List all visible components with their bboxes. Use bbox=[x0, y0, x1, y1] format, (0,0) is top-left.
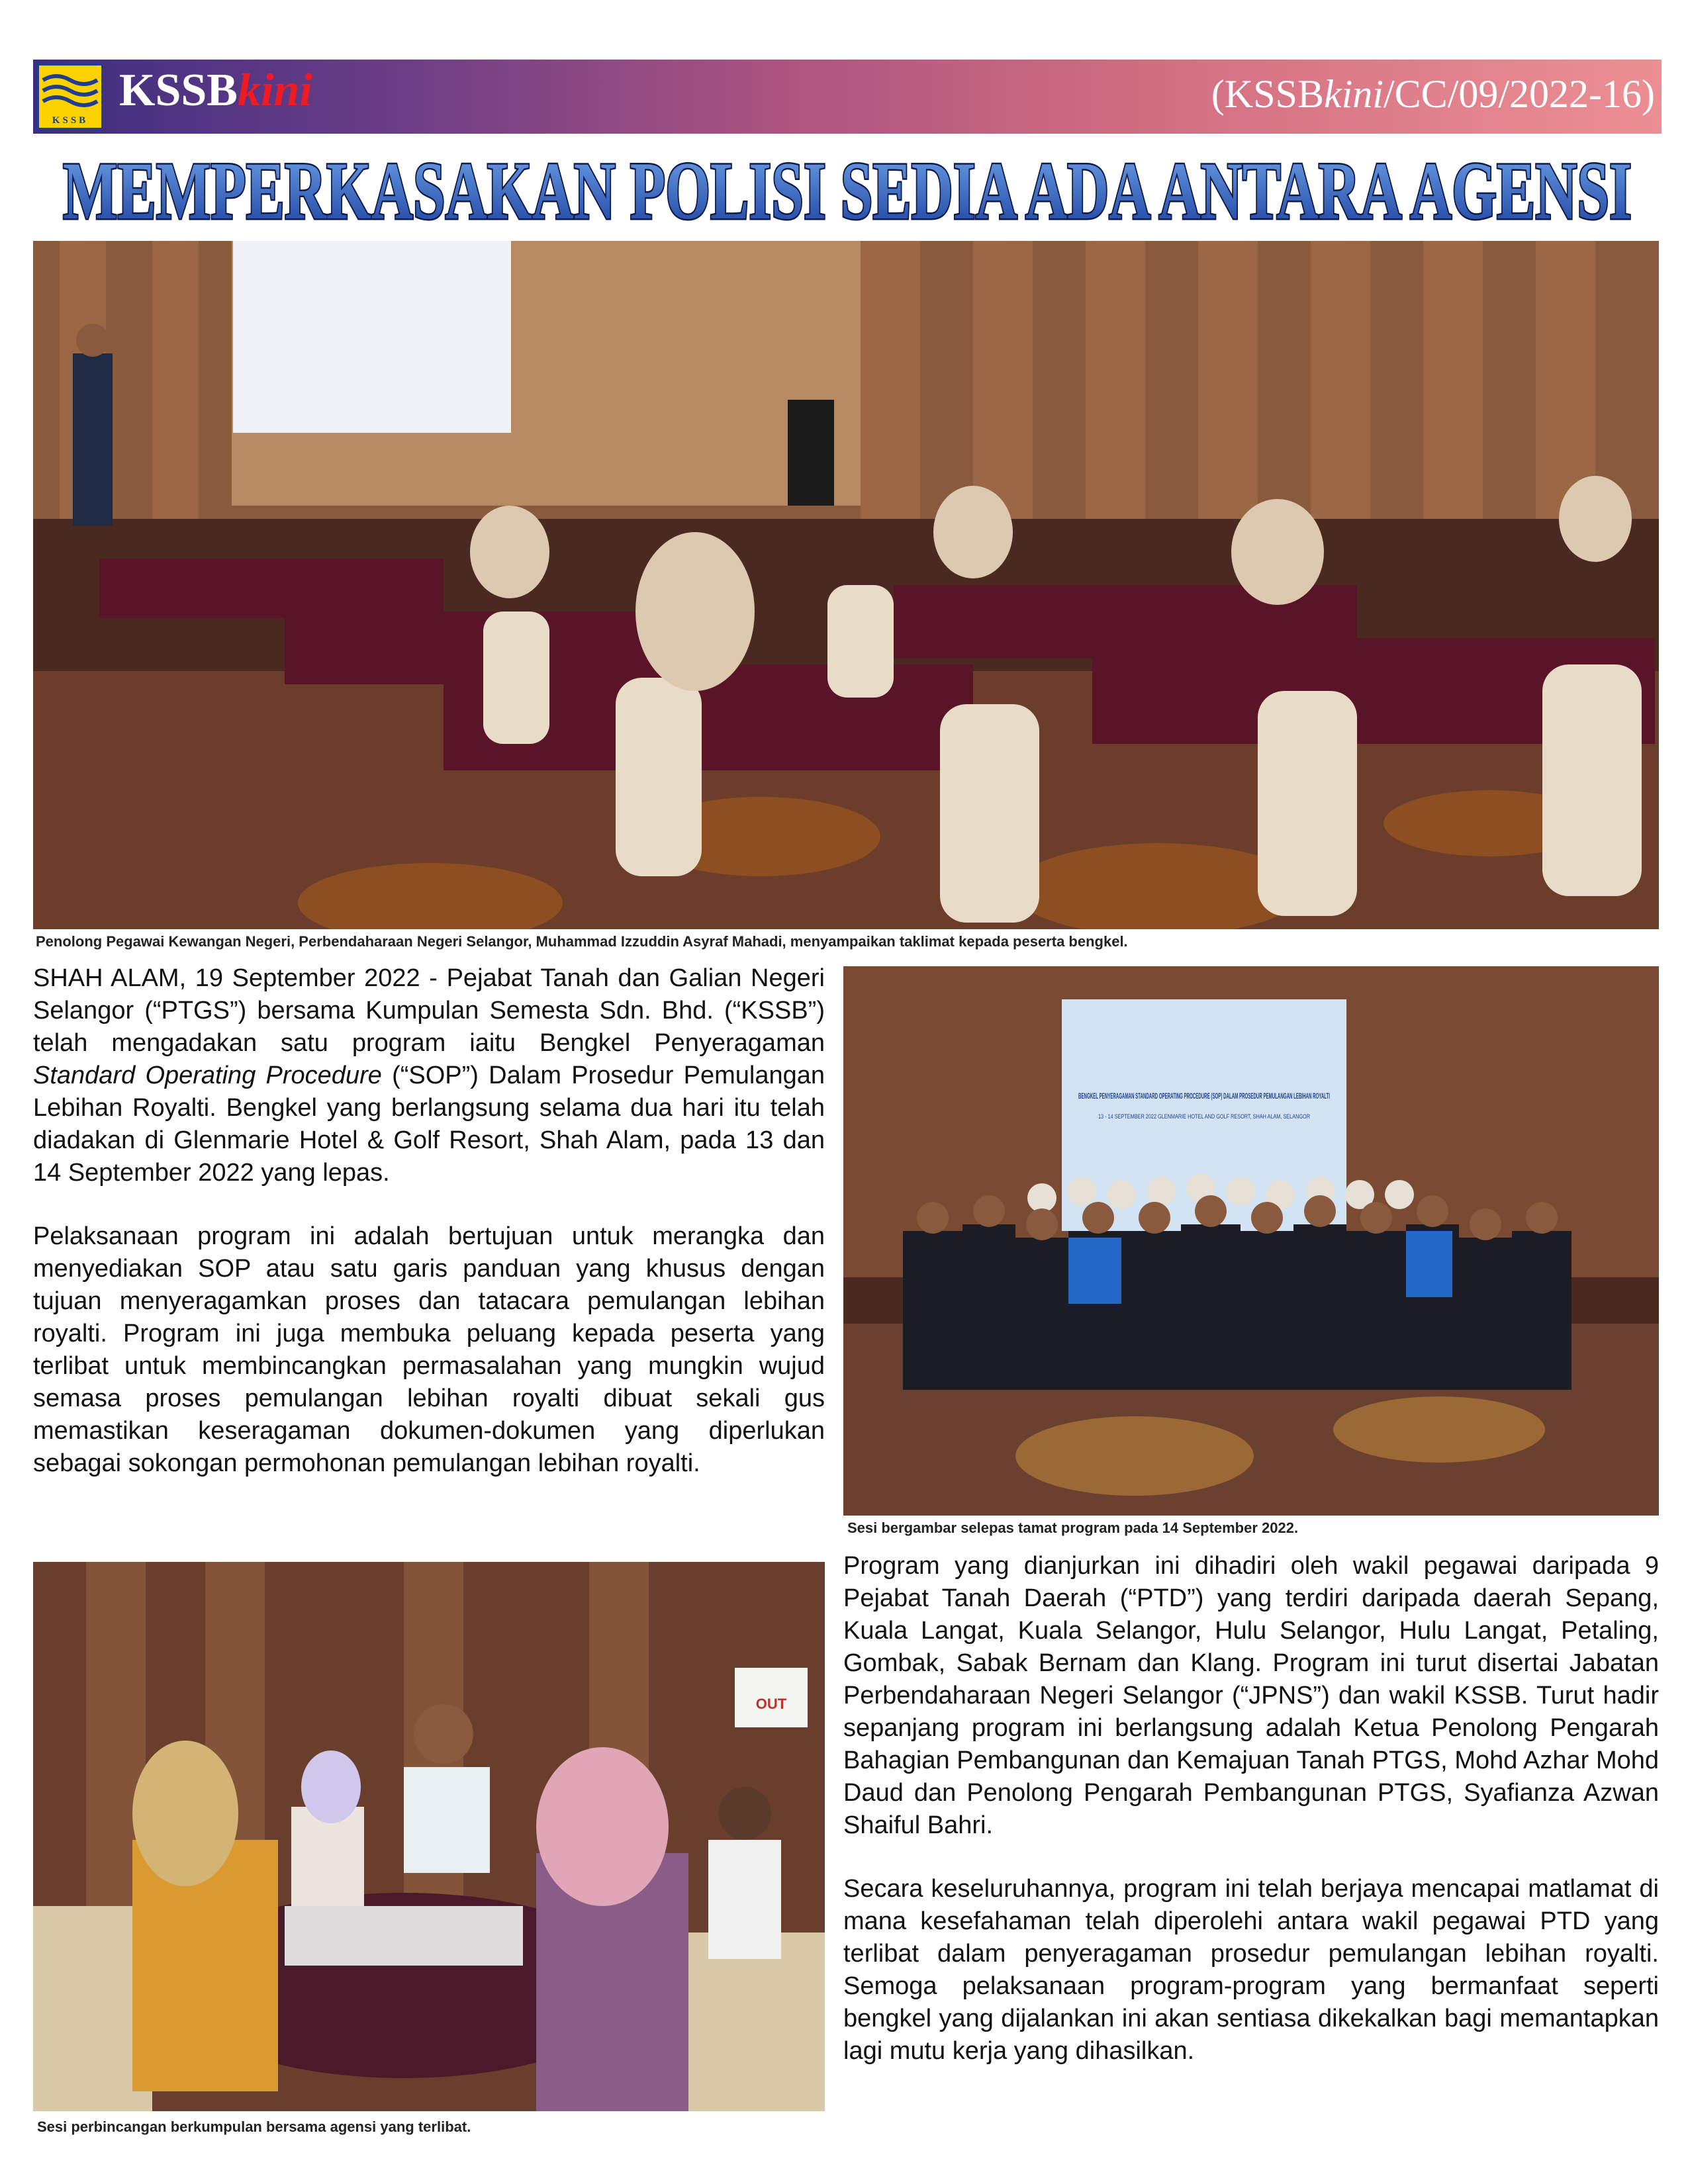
headline-text: MEMPERKASAKAN POLISI SEDIA ADA ANTARA AGENSI bbox=[63, 147, 1632, 233]
article-column-left bbox=[33, 962, 825, 1511]
p1-text-b: (“SOP”) Dalam Prosedur Pemulangan Lebihan Royalti. Bengkel yang berlangsung selama dua hari itu telah diadakan di Glenmarie Hotel & Golf Resort, Shah Alam, pada 13 dan 14 September 2022 yang lepas. bbox=[33, 1062, 825, 1187]
paragraph-2: Pelaksanaan program ini adalah bertujuan untuk merangka dan menyediakan SOP atau satu garis panduan yang khusus dengan tujuan menyeragamkan proses dan tatacara pemulangan lebihan royalti. Program ini juga membuka peluang kepada peserta yang terlibat untuk membincangkan permasalahan yang mungkin wujud semasa proses pemulangan lebihan royalti dibuat sekali gus memastikan keseragaman dokumen-dokumen yang diperlukan sebagai sokongan permohonan pemulangan lebihan royalti. bbox=[33, 1222, 825, 1478]
caption-discussion-photo: Sesi perbincangan berkumpulan bersama agensi yang terlibat. bbox=[37, 2118, 471, 2135]
photo-group bbox=[843, 966, 1659, 1516]
paragraph-3: Program yang dianjurkan ini dihadiri oleh wakil pegawai daripada 9 Pejabat Tanah Daerah (“PTD”) yang terdiri daripada daerah Sepang, Kuala Langat, Kuala Selangor, Hulu Selangor, Hulu Langat, Petaling, Gombak, Sabak Bernam dan Klang. Program ini turut disertai Jabatan Perbendaharaan Negeri Selangor (“JPNS”) dan wakil KSSB. Turut hadir sepanjang program ini berlangsung adalah Ketua Penolong Pengarah Bahagian Pembangunan dan Kemajuan Tanah PTGS, Mohd Azhar Mohd Daud dan Penolong Pengarah Pembangunan PTGS, Syafianza Azwan Shaiful Bahri. bbox=[843, 1552, 1659, 1840]
headline-graphic bbox=[33, 147, 1662, 233]
kssb-logo bbox=[37, 64, 103, 130]
photo-discussion bbox=[33, 1562, 825, 2111]
ref-prefix: (KSSB bbox=[1211, 72, 1324, 116]
screen-sub: 13 - 14 SEPTEMBER 2022 GLENMARIE HOTEL AND GOLF RESORT, SHAH ALAM, SELANGOR bbox=[1098, 1113, 1311, 1120]
reference-code bbox=[1211, 74, 1655, 114]
projector-screen bbox=[233, 241, 511, 433]
paragraph-1 bbox=[33, 962, 825, 1189]
screen-title: BENGKEL PENYERAGAMAN STANDARD OPERATING PROCEDURE (SOP) DALAM PROSEDUR PEMULANGAN LEBIHAN ROYALTI bbox=[1078, 1091, 1330, 1101]
caption-main-photo: Penolong Pegawai Kewangan Negeri, Perbendaharaan Negeri Selangor, Muhammad Izzuddin Asyraf Mahadi, menyampaikan taklimat kepada peserta bengkel. bbox=[36, 933, 1128, 950]
brand-main: KSSB bbox=[119, 65, 238, 116]
photo-conference-room bbox=[33, 241, 1659, 929]
paragraph-4: Secara keseluruhannya, program ini telah berjaya mencapai matlamat di mana kesefahaman telah diperolehi antara wakil pegawai PTD yang terlibat dalam penyeragaman prosedur pemulangan lebihan royalti. Semoga pelaksanaan program-program yang bermanfaat seperti bengkel yang dijalankan ini akan sentiasa dikekalkan bagi memantapkan lagi mutu kerja yang dihasilkan. bbox=[843, 1875, 1659, 2066]
ref-suffix: /CC/09/2022-16) bbox=[1383, 72, 1655, 116]
p1-italic: Standard Operating Procedure bbox=[33, 1062, 382, 1090]
brand-name bbox=[119, 65, 312, 116]
ref-italic: kini bbox=[1324, 72, 1383, 116]
p1-text-a: SHAH ALAM, 19 September 2022 - Pejabat Tanah dan Galian Negeri Selangor (“PTGS”) bersama Kumpulan Semesta Sdn. Bhd. (“KSSB”) telah mengadakan satu program iaitu Bengkel Penyeragaman bbox=[33, 964, 825, 1058]
masthead-banner bbox=[33, 60, 1662, 134]
caption-group-photo: Sesi bergambar selepas tamat program pada 14 September 2022. bbox=[847, 1520, 1299, 1536]
presenter-figure bbox=[73, 353, 113, 525]
headline bbox=[33, 147, 1662, 233]
brand-accent: kini bbox=[238, 65, 312, 116]
logo-text: KSSB bbox=[52, 115, 89, 126]
article-column-right bbox=[843, 1550, 1659, 2099]
door-sign: OUT bbox=[755, 1696, 787, 1712]
